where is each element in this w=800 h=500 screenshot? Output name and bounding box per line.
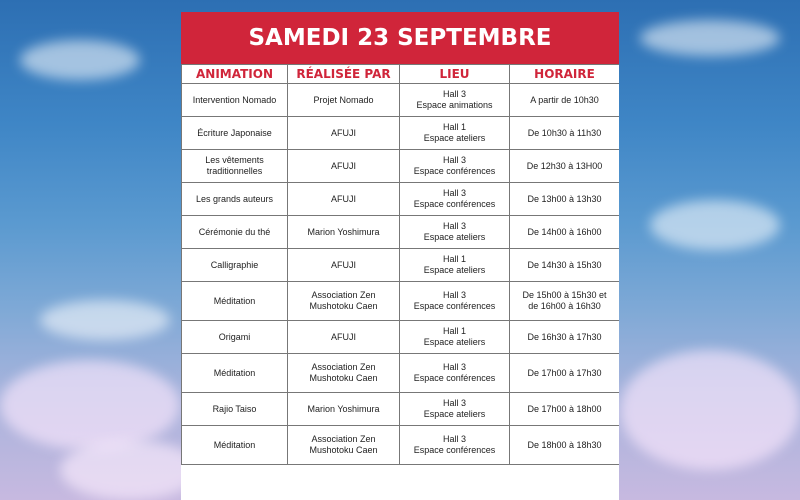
realisee-par-cell [288,216,400,249]
cell-text: Association Zen [311,434,376,444]
lieu-cell [400,321,510,354]
page-title: SAMEDI 23 SEPTEMBRE [181,12,619,64]
cell-text: De 13h00 à 13h30 [527,193,602,204]
animation-cell [182,84,288,117]
cell-text: Hall 3 [442,155,466,165]
schedule-card [181,12,619,500]
table-row [182,216,620,249]
animation-cell [182,354,288,393]
cell-text: Rajio Taiso [212,403,257,414]
header-lieu: LIEU [400,65,510,84]
cell-text: De 14h00 à 16h00 [527,226,602,237]
cloud-decoration [640,20,780,56]
cell-text: Espace conférences [413,445,496,455]
realisee-par-cell [288,282,400,321]
cell-text: De 16h30 à 17h30 [527,331,602,342]
header-horaire: HORAIRE [510,65,620,84]
realisee-par-cell [288,426,400,465]
realisee-par-cell [288,249,400,282]
schedule-table [181,64,619,465]
horaire-cell [510,249,620,282]
cell-text: Association Zen [311,362,376,372]
animation-cell [182,183,288,216]
cell-text: Espace conférences [413,199,496,209]
cell-text: Méditation [213,295,256,306]
lieu-cell [400,426,510,465]
realisee-par-cell [288,183,400,216]
cell-text: Calligraphie [210,259,259,270]
cell-text: Méditation [213,367,256,378]
lieu-cell [400,84,510,117]
realisee-par-cell [288,84,400,117]
cell-text: Mushotoku Caen [309,301,378,311]
lieu-cell [400,249,510,282]
cell-text: AFUJI [330,193,356,204]
table-row [182,249,620,282]
horaire-cell [510,84,620,117]
cell-text: Hall 3 [442,89,466,99]
table-row [182,117,620,150]
table-row [182,321,620,354]
cell-text: Mushotoku Caen [309,373,378,383]
cell-text: Hall 3 [442,362,466,372]
cell-text: Hall 1 [442,122,466,132]
cell-text: De 17h00 à 18h00 [527,403,602,414]
cloud-decoration [0,360,180,450]
horaire-cell [510,354,620,393]
cell-text: Mushotoku Caen [309,445,378,455]
cell-text: De 12h30 à 13H00 [526,160,603,171]
realisee-par-cell [288,393,400,426]
cell-text: Origami [218,331,251,342]
realisee-par-cell [288,117,400,150]
horaire-cell [510,117,620,150]
cloud-decoration [650,200,780,250]
cell-text: Hall 3 [442,434,466,444]
animation-cell [182,282,288,321]
realisee-par-cell [288,321,400,354]
table-row [182,150,620,183]
cell-text: De 17h00 à 17h30 [527,367,602,378]
lieu-cell [400,216,510,249]
cell-text: Écriture Japonaise [197,127,272,138]
header-realisee-par: RÉALISÉE PAR [288,65,400,84]
table-row [182,282,620,321]
cloud-decoration [40,300,170,340]
cell-text: Espace ateliers [423,232,486,242]
cell-text: Méditation [213,439,256,450]
animation-cell [182,216,288,249]
cell-text: traditionnelles [206,166,263,176]
table-row [182,183,620,216]
cell-text: De 15h00 à 15h30 et [522,290,607,300]
cell-text: De 18h00 à 18h30 [527,439,602,450]
realisee-par-cell [288,150,400,183]
cell-text: AFUJI [330,331,356,342]
table-row [182,393,620,426]
cell-text: Espace conférences [413,373,496,383]
lieu-cell [400,117,510,150]
cloud-decoration [620,350,800,470]
horaire-cell [510,393,620,426]
cell-text: Les vêtements [205,155,264,165]
cell-text: Intervention Nomado [192,94,277,105]
cloud-decoration [60,440,200,500]
cell-text: Espace ateliers [423,133,486,143]
animation-cell [182,150,288,183]
cell-text: AFUJI [330,127,356,138]
cell-text: Les grands auteurs [195,193,274,204]
animation-cell [182,117,288,150]
table-row [182,84,620,117]
cell-text: Espace ateliers [423,265,486,275]
cell-text: Hall 1 [442,326,466,336]
lieu-cell [400,393,510,426]
cell-text: Cérémonie du thé [198,226,271,237]
realisee-par-cell [288,354,400,393]
cell-text: Hall 3 [442,398,466,408]
cell-text: Espace conférences [413,301,496,311]
horaire-cell [510,216,620,249]
horaire-cell [510,183,620,216]
animation-cell [182,393,288,426]
lieu-cell [400,183,510,216]
header-animation: ANIMATION [182,65,288,84]
cell-text: Marion Yoshimura [307,403,380,414]
cell-text: Marion Yoshimura [307,226,380,237]
cell-text: de 16h00 à 16h30 [528,301,601,311]
cell-text: A partir de 10h30 [530,94,599,105]
horaire-cell [510,426,620,465]
cell-text: De 10h30 à 11h30 [527,127,602,138]
cell-text: Hall 3 [442,221,466,231]
cell-text: Espace ateliers [423,337,486,347]
cell-text: Espace ateliers [423,409,486,419]
lieu-cell [400,282,510,321]
horaire-cell [510,150,620,183]
table-header-row [182,65,620,84]
cell-text: Projet Nomado [313,94,374,105]
animation-cell [182,321,288,354]
cell-text: De 14h30 à 15h30 [527,259,602,270]
horaire-cell [510,282,620,321]
animation-cell [182,426,288,465]
cell-text: Hall 3 [442,188,466,198]
cell-text: Hall 3 [442,290,466,300]
lieu-cell [400,150,510,183]
table-row [182,426,620,465]
cell-text: Espace animations [416,100,493,110]
table-row [182,354,620,393]
cloud-decoration [20,40,140,80]
cell-text: Hall 1 [442,254,466,264]
cell-text: AFUJI [330,160,356,171]
horaire-cell [510,321,620,354]
cell-text: AFUJI [330,259,356,270]
cell-text: Espace conférences [413,166,496,176]
lieu-cell [400,354,510,393]
animation-cell [182,249,288,282]
cell-text: Association Zen [311,290,376,300]
